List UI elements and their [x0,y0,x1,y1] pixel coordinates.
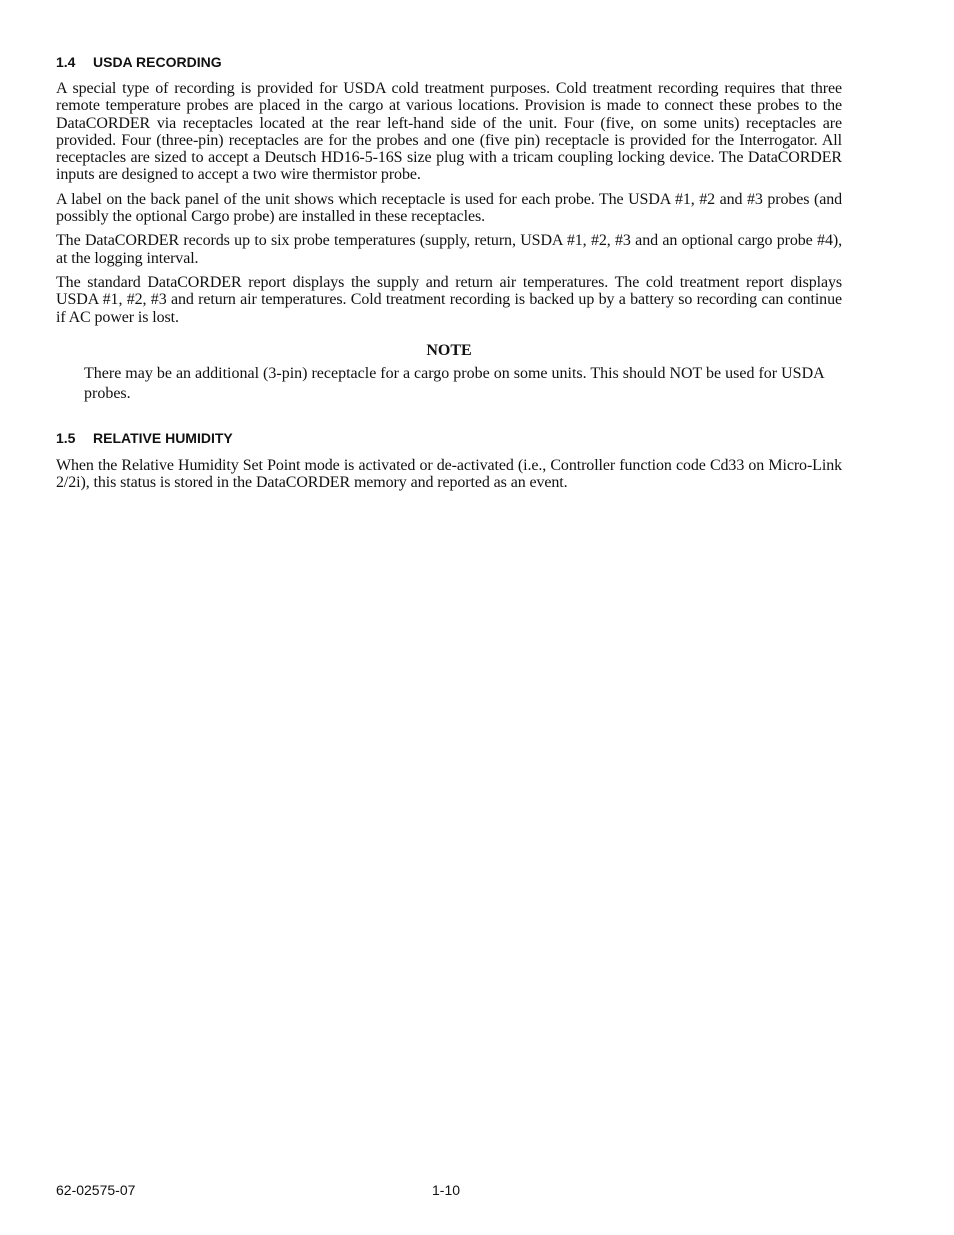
note-block [56,342,842,404]
paragraph-back-panel-label: A label on the back panel of the unit shows which receptacle is used for each probe. The USDA #1, #2 and #3 probes (and possibly the optional Cargo probe) are installed in these receptacles. [56,190,842,226]
section-spacer [56,404,842,429]
section-heading-relative-humidity [56,429,842,447]
footer-document-number: 62-02575-07 [56,1182,136,1198]
paragraph-standard-report: The standard DataCORDER report displays the supply and return air temperatures. The cold treatment report displays USDA #1, #2, #3 and return air temperatures. Cold treatment recording is backed up by a battery so recording can continue if AC power is lost. [56,273,842,326]
note-text: There may be an additional (3-pin) receptacle for a cargo probe on some units. This should NOT be used for USDA probes. [84,364,824,402]
page-content [56,53,842,498]
paragraph-humidity-set-point: When the Relative Humidity Set Point mode is activated or de-activated (i.e., Controller function code Cd33 on Micro-Link 2/2i), this status is stored in the DataCORDER memory and reported as an event. [56,456,842,492]
section-heading-usda-recording [56,53,842,71]
note-title: NOTE [426,341,472,359]
section-title: RELATIVE HUMIDITY [93,429,233,446]
footer-page-number: 1-10 [432,1182,461,1198]
section-title: USDA RECORDING [93,54,222,70]
paragraph-probe-temperatures: The DataCORDER records up to six probe temperatures (supply, return, USDA #1, #2, #3 and an optional cargo probe #4), at the logging interval. [56,232,842,267]
section-number: 1.4 [56,54,76,70]
paragraph-cold-treatment-intro: A special type of recording is provided for USDA cold treatment purposes. Cold treatment recording requires that three remote temperature probes are placed in the cargo at various locations. Provision is made to connect these probes to the DataCORDER via receptacles located at the rear left-hand side of the unit. Four (five, on some units) receptacles are provided. Four (three-pin) receptacles are for the probes and one (five pin) receptacle is provided for the Interrogator. All receptacles are sized to accept a Deutsch HD16-5-16S size plug with a tricam coupling locking device. The DataCORDER inputs are designed to accept a two wire thermistor probe. [56,80,842,184]
section-number: 1.5 [56,429,76,446]
